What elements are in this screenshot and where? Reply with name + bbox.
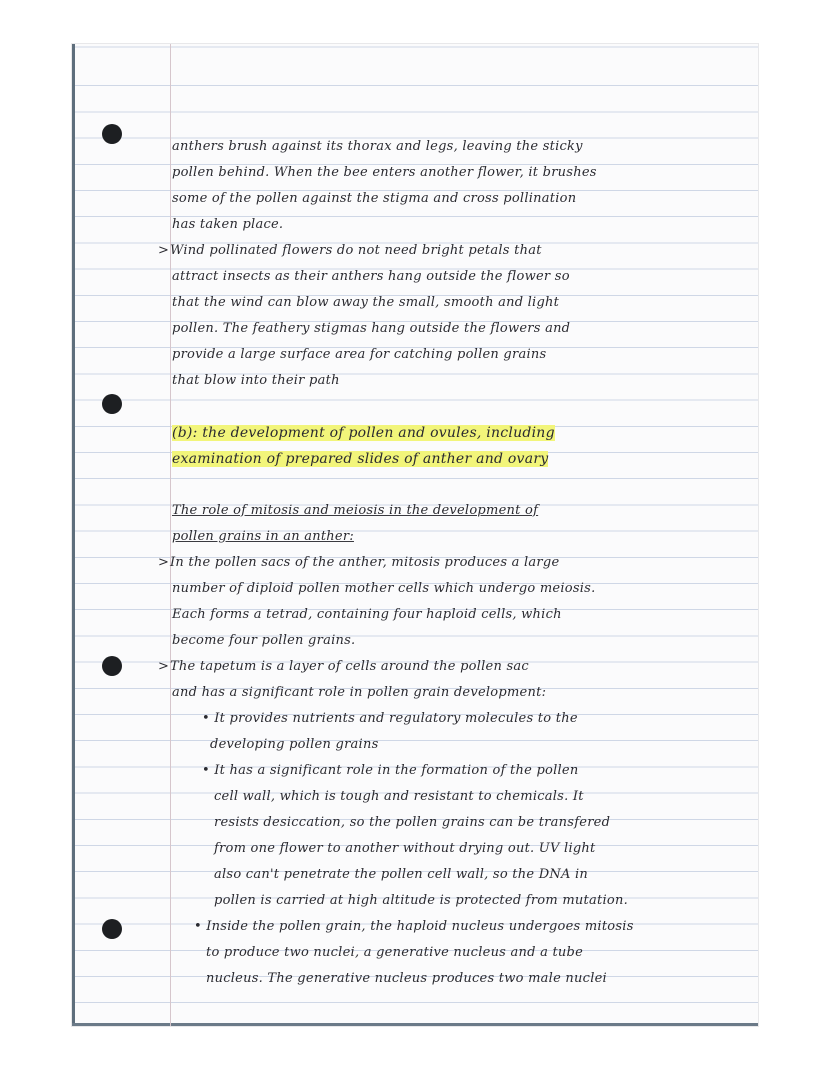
punch-hole xyxy=(102,124,122,144)
text-line: resists desiccation, so the pollen grains can be transfered xyxy=(214,815,611,830)
text-line: pollen is carried at high altitude is protected from mutation. xyxy=(214,893,628,908)
text-line: provide a large surface area for catching pollen grains xyxy=(172,347,547,362)
text-line: nucleus. The generative nucleus produces two male nuclei xyxy=(206,971,607,986)
text-line: pollen. The feathery stigmas hang outside the flowers and xyxy=(172,321,571,336)
text-line: also can't penetrate the pollen cell wall, so the DNA in xyxy=(214,867,589,882)
text-line: become four pollen grains. xyxy=(172,633,356,648)
bullet-chevron: > xyxy=(158,659,170,674)
punch-hole xyxy=(102,919,122,939)
heading-line: (b): the development of pollen and ovules, including xyxy=(172,425,555,441)
page-left-edge xyxy=(72,44,75,1026)
text-line: that blow into their path xyxy=(172,373,340,388)
text-line: Each forms a tetrad, containing four haploid cells, which xyxy=(172,607,562,622)
text-line: and has a significant role in pollen grain development: xyxy=(172,685,547,700)
text-line: from one flower to another without drying out. UV light xyxy=(214,841,596,856)
page-bottom-edge xyxy=(72,1023,758,1026)
text-line: The tapetum is a layer of cells around the pollen sac xyxy=(170,659,529,674)
text-line: attract insects as their anthers hang outside the flower so xyxy=(172,269,570,284)
margin-line xyxy=(170,44,171,1026)
text-line: pollen behind. When the bee enters another flower, it brushes xyxy=(172,165,597,180)
bullet-chevron: > xyxy=(158,555,170,570)
text-line: that the wind can blow away the small, smooth and light xyxy=(172,295,560,310)
bullet-line xyxy=(158,238,542,264)
punch-hole xyxy=(102,656,122,676)
heading-line: examination of prepared slides of anther and ovary xyxy=(172,451,549,467)
text-line: developing pollen grains xyxy=(210,737,379,752)
text-line: number of diploid pollen mother cells which undergo meiosis. xyxy=(172,581,596,596)
text-line: has taken place. xyxy=(172,217,284,232)
bullet-line xyxy=(158,654,529,680)
text-line: some of the pollen against the stigma and cross pollination xyxy=(172,191,577,206)
underlined-subheading: pollen grains in an anther: xyxy=(172,529,354,544)
bullet-chevron: > xyxy=(158,243,170,258)
highlighted-heading xyxy=(172,420,555,446)
text-line: anthers brush against its thorax and legs, leaving the sticky xyxy=(172,139,583,154)
text-line: Wind pollinated flowers do not need bright petals that xyxy=(170,243,542,258)
punch-hole xyxy=(102,394,122,414)
bullet-line xyxy=(158,550,560,576)
text-line: to produce two nuclei, a generative nucleus and a tube xyxy=(206,945,584,960)
text-line: In the pollen sacs of the anther, mitosis produces a large xyxy=(170,555,560,570)
underlined-subheading: The role of mitosis and meiosis in the development of xyxy=(172,503,539,518)
notebook-page xyxy=(72,44,758,1026)
text-line: • It provides nutrients and regulatory molecules to the xyxy=(202,711,578,726)
text-line: cell wall, which is tough and resistant to chemicals. It xyxy=(214,789,584,804)
text-line: • It has a significant role in the formation of the pollen xyxy=(202,763,579,778)
text-line: • Inside the pollen grain, the haploid nucleus undergoes mitosis xyxy=(194,919,634,934)
highlighted-heading xyxy=(172,446,548,472)
